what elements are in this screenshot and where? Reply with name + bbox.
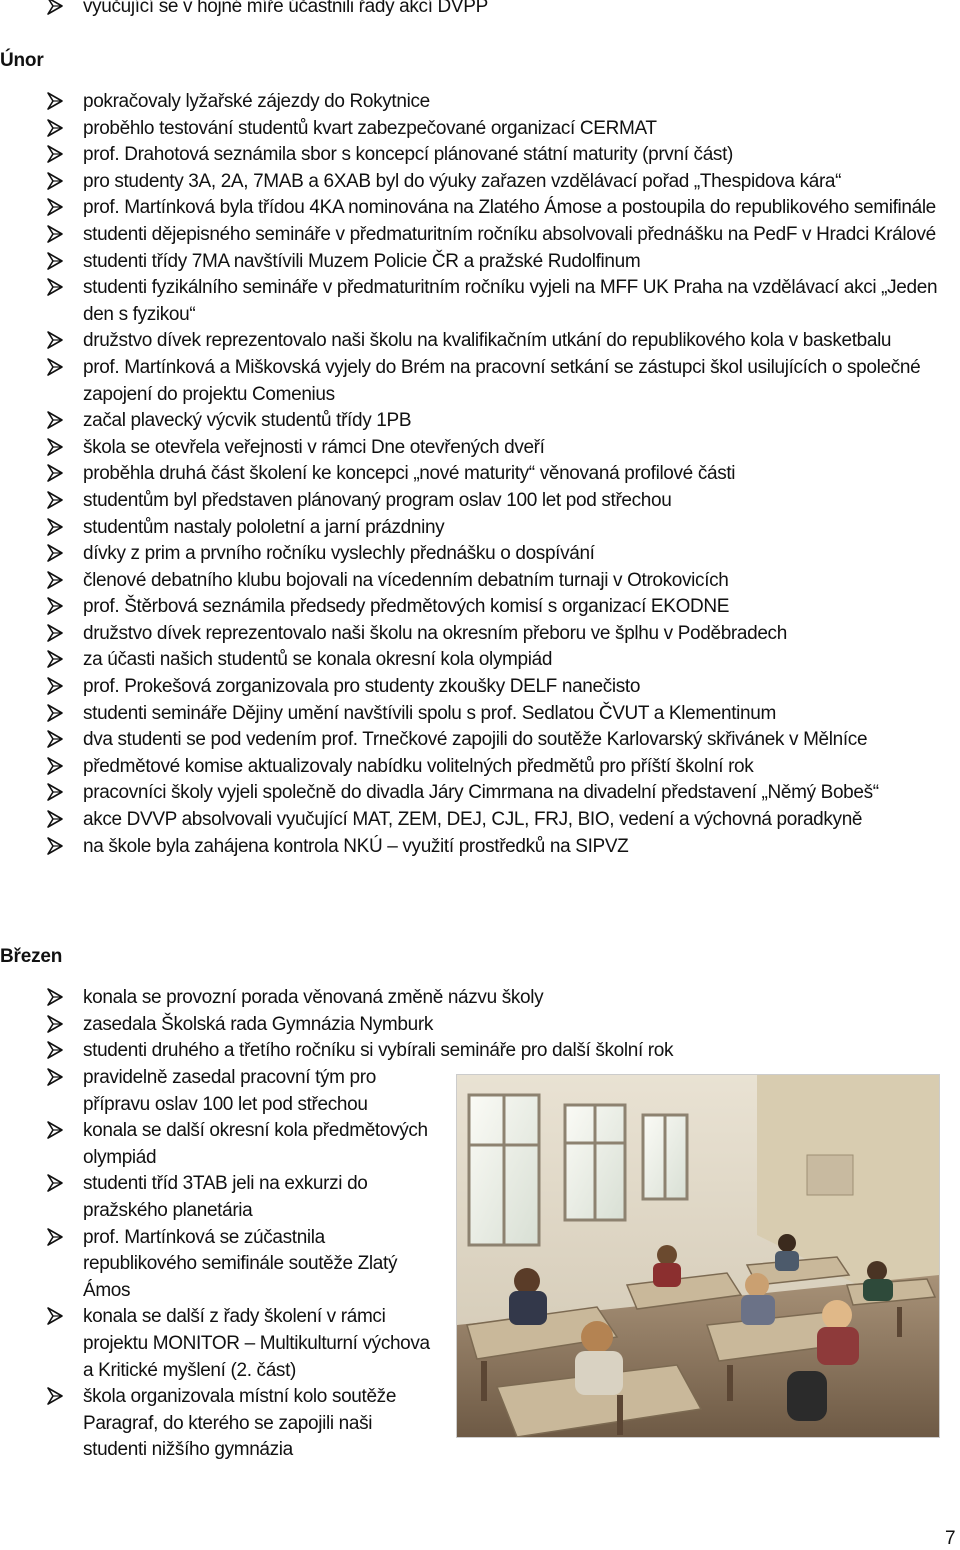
list-item (0, 807, 960, 834)
list-item-text: pracovníci školy vyjeli společně do divadla Járy Cimrmana na divadelní představení „Němý Bobeš“ (83, 782, 879, 804)
arrow-bullet-icon (46, 356, 64, 378)
list-item-text: dva studenti se pod vedením prof. Trnečkové zapojili do soutěže Karlovarský skřivánek v Mělníce (83, 729, 868, 751)
list-item (0, 674, 960, 701)
list-item-text: členové debatního klubu bojovali na vícedenním debatním turnaji v Otrokovicích (83, 569, 729, 591)
arrow-bullet-icon (46, 462, 64, 484)
arrow-bullet-icon (46, 143, 64, 165)
list-item-text: družstvo dívek reprezentovalo naši školu na okresním přeboru ve šplhu v Poděbradech (83, 622, 787, 644)
list-item-text: na škole byla zahájena kontrola NKÚ – využití prostředků na SIPVZ (83, 835, 629, 857)
list-item-text: konala se další z řady školení v rámci projektu MONITOR – Multikulturní výchova a Kritické myšlení (2. část) (83, 1306, 430, 1381)
list-item (0, 488, 960, 515)
list-item (0, 568, 960, 595)
arrow-bullet-icon (46, 569, 64, 591)
list-item (0, 1225, 430, 1305)
list-item-text: škola se otevřela veřejnosti v rámci Dne otevřených dveří (83, 436, 545, 458)
arrow-bullet-icon (46, 196, 64, 218)
list-item (0, 116, 960, 143)
arrow-bullet-icon (46, 675, 64, 697)
list-item (0, 0, 960, 21)
list-item (0, 461, 960, 488)
list-item (0, 1171, 430, 1224)
arrow-bullet-icon (46, 436, 64, 458)
list-item-text: studenti dějepisného semináře v předmaturitním ročníku absolvovali přednášku na PedF v Hradci Králové (83, 223, 936, 245)
list-item-text: prof. Martínková a Miškovská vyjely do Brém na pracovní setkání se zástupci škol usilujících o společné zapojení do projektu Comenius (83, 356, 921, 405)
list-february (0, 89, 960, 860)
list-item-text: konala se provozní porada věnovaná změně názvu školy (83, 987, 544, 1008)
arrow-bullet-icon (46, 728, 64, 750)
list-item-text: za účasti našich studentů se konala okresní kola olympiád (83, 649, 553, 671)
list-item-text: akce DVVP absolvovali vyučující MAT, ZEM, DEJ, CJL, FRJ, BIO, vedení a výchovná poradkyně (83, 809, 863, 831)
arrow-bullet-icon (46, 276, 64, 298)
arrow-bullet-icon (46, 516, 64, 538)
list-item (0, 355, 960, 408)
list-item-text: prof. Štěrbová seznámila předsedy předmětových komisí s organizací EKODNE (83, 596, 730, 618)
arrow-bullet-icon (46, 622, 64, 644)
list-item-text: prof. Martínková byla třídou 4KA nominována na Zlatého Ámose a postoupila do republikového semifinále (83, 197, 936, 219)
list-item (0, 89, 960, 116)
arrow-bullet-icon (46, 542, 64, 564)
heading-march: Březen (0, 946, 63, 967)
list-item (0, 169, 960, 196)
list-march (0, 985, 960, 1065)
list-item-text: prof. Prokešová zorganizovala pro studenty zkoušky DELF nanečisto (83, 676, 641, 698)
list-item (0, 408, 960, 435)
list-item-text: prof. Martínková se zúčastnila republikového semifinále soutěže Zlatý Ámos (83, 1226, 398, 1301)
list-item (0, 754, 960, 781)
arrow-bullet-icon (46, 835, 64, 857)
list-item-text: studentům byl představen plánovaný program oslav 100 let pod střechou (83, 489, 672, 511)
list-item (0, 1304, 430, 1384)
arrow-bullet-icon (46, 329, 64, 351)
arrow-bullet-icon (46, 595, 64, 617)
arrow-bullet-icon (46, 1013, 64, 1035)
list-item (0, 328, 960, 355)
list-item-text: začal plavecký výcvik studentů třídy 1PB (83, 410, 412, 432)
arrow-bullet-icon (46, 90, 64, 112)
arrow-bullet-icon (46, 1305, 64, 1327)
list-item (0, 834, 960, 861)
list-item-text: studenti druhého a třetího ročníku si vybírali semináře pro další školní rok (83, 1040, 674, 1062)
list-item-text: předmětové komise aktualizovaly nabídku volitelných předmětů pro příští školní rok (83, 755, 754, 777)
list-item (0, 985, 960, 1012)
list-item-text: vyučující se v hojné míře účastnili řady akcí DVPP (83, 0, 488, 17)
list-item-text: konala se další okresní kola předmětových olympiád (83, 1120, 428, 1168)
list-item (0, 142, 960, 169)
list-item-text: dívky z prim a prvního ročníku vyslechly přednášku o dospívání (83, 543, 595, 565)
list-item-text: studentům nastaly pololetní a jarní prázdniny (83, 516, 445, 538)
arrow-bullet-icon (46, 781, 64, 803)
list-item-text: studenti tříd 3TAB jeli na exkurzi do pražského planetária (83, 1173, 368, 1221)
arrow-bullet-icon (46, 117, 64, 139)
list-item-text: pro studenty 3A, 2A, 7MAB a 6XAB byl do výuky zařazen vzdělávací pořad „Thespidova kára“ (83, 170, 842, 192)
list-item (0, 701, 960, 728)
list-item-text: zasedala Školská rada Gymnázia Nymburk (83, 1013, 433, 1035)
list-item-text: proběhlo testování studentů kvart zabezpečované organizací CERMAT (83, 117, 657, 139)
list-item (0, 1118, 430, 1171)
list-item (0, 1384, 430, 1464)
arrow-bullet-icon (46, 648, 64, 670)
list-item (0, 1065, 430, 1118)
list-item (0, 541, 960, 568)
arrow-bullet-icon (46, 0, 64, 17)
list-item (0, 435, 960, 462)
arrow-bullet-icon (46, 986, 64, 1008)
list-item (0, 1012, 960, 1039)
arrow-bullet-icon (46, 702, 64, 724)
list-item (0, 594, 960, 621)
list-item (0, 780, 960, 807)
list-item (0, 195, 960, 222)
list-item-text: družstvo dívek reprezentovalo naši školu na kvalifikačním utkání do republikového kola v basketbalu (83, 330, 892, 352)
list-item (0, 727, 960, 754)
classroom-photo (456, 1074, 940, 1438)
page-number: 7 (945, 1528, 956, 1549)
window-left (469, 1095, 539, 1245)
list-item-text: studenti třídy 7MA navštívili Muzem Policie ČR a pražské Rudolfinum (83, 250, 641, 272)
list-item-text: studenti fyzikálního semináře v předmaturitním ročníku vyjeli na MFF UK Praha na vzdělávací akci „Jeden den s fyzikou“ (83, 277, 938, 325)
list-item (0, 275, 960, 328)
list-item (0, 647, 960, 674)
arrow-bullet-icon (46, 1172, 64, 1194)
list-item-text: proběhla druhá část školení ke koncepci „nové maturity“ věnovaná profilové části (83, 463, 736, 485)
list-item-text: studenti semináře Dějiny umění navštívili spolu s prof. Sedlatou ČVUT a Klementinum (83, 702, 776, 724)
arrow-bullet-icon (46, 250, 64, 272)
arrow-bullet-icon (46, 1226, 64, 1248)
list-item-text: pravidelně zasedal pracovní tým pro přípravu oslav 100 let pod střechou (83, 1067, 376, 1115)
list-item (0, 222, 960, 249)
list-item (0, 249, 960, 276)
arrow-bullet-icon (46, 755, 64, 777)
list-item (0, 621, 960, 648)
arrow-bullet-icon (46, 1039, 64, 1061)
list-item-text: pokračovaly lyžařské zájezdy do Rokytnice (83, 91, 430, 112)
list-top (0, 0, 960, 21)
list-item-text: škola organizovala místní kolo soutěže Paragraf, do kterého se zapojili naši studenti nižšího gymnázia (83, 1386, 397, 1461)
arrow-bullet-icon (46, 808, 64, 830)
arrow-bullet-icon (46, 409, 64, 431)
arrow-bullet-icon (46, 489, 64, 511)
heading-february: Únor (0, 50, 44, 71)
arrow-bullet-icon (46, 1066, 64, 1088)
list-item-text: prof. Drahotová seznámila sbor s koncepcí plánované státní maturity (první část) (83, 144, 733, 166)
arrow-bullet-icon (46, 1119, 64, 1141)
arrow-bullet-icon (46, 1385, 64, 1407)
list-item (0, 1038, 960, 1065)
arrow-bullet-icon (46, 223, 64, 245)
list-march-narrow (0, 1065, 430, 1464)
list-item (0, 515, 960, 542)
arrow-bullet-icon (46, 170, 64, 192)
